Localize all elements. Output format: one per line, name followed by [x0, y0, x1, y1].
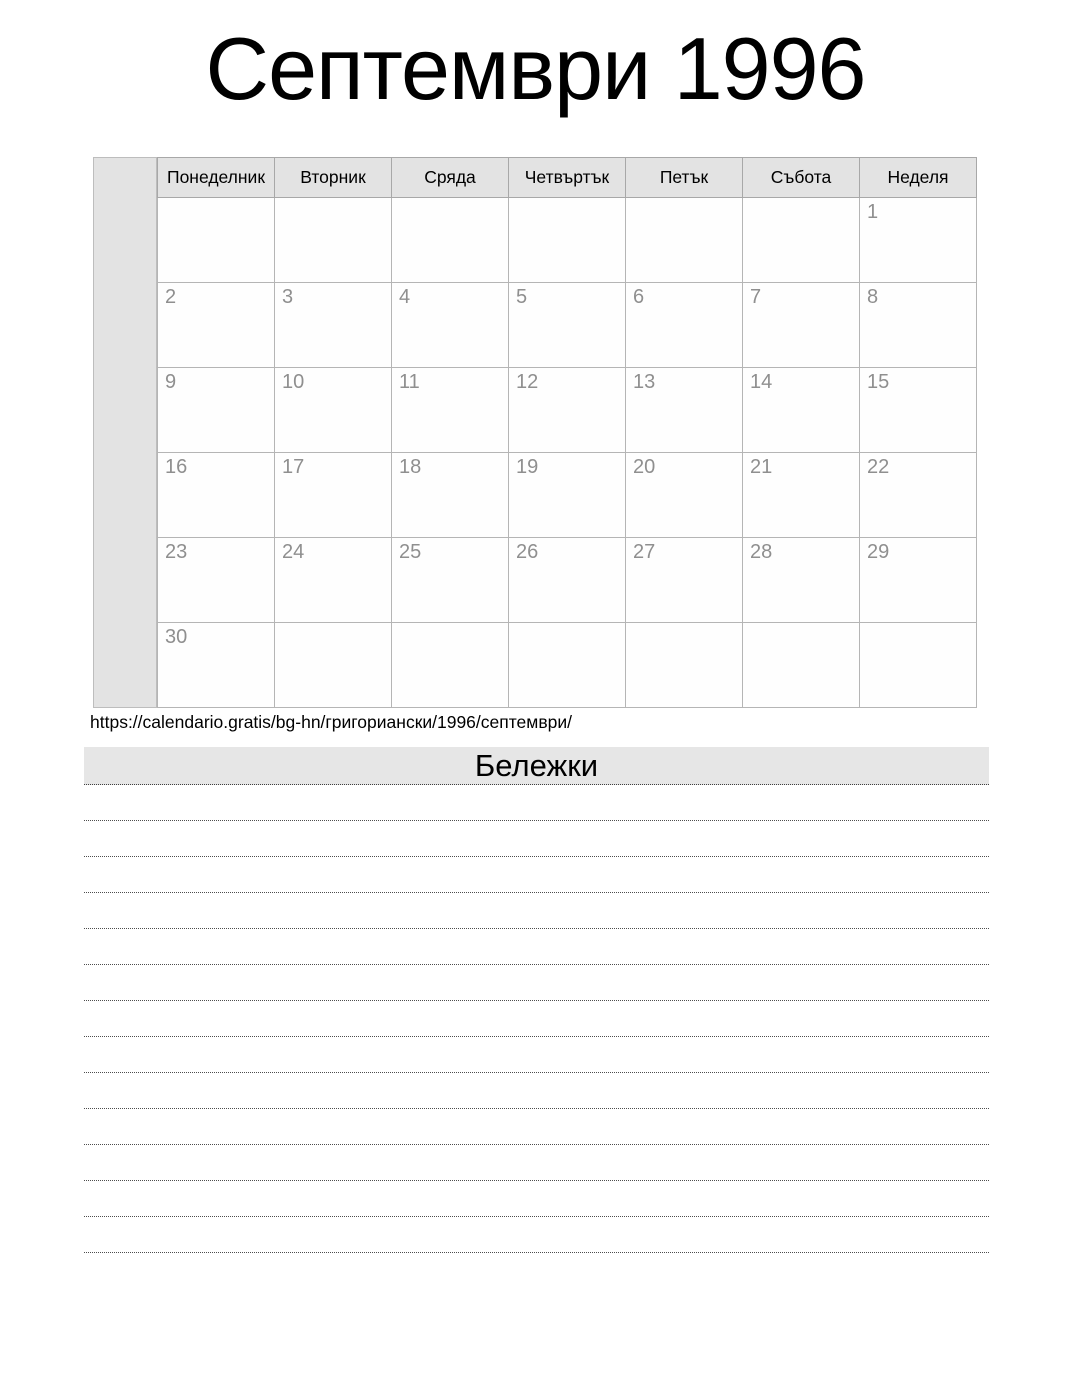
day-number: 15 [867, 371, 890, 393]
day-number: 24 [282, 541, 305, 563]
day-number: 22 [867, 456, 890, 478]
calendar-day-cell [509, 368, 626, 453]
calendar-day-cell [860, 453, 977, 538]
calendar-day-cell [158, 623, 275, 708]
day-number: 30 [165, 626, 188, 648]
calendar-week-row [158, 453, 977, 538]
notes-section-title: Бележки [84, 747, 989, 785]
calendar-day-cell [158, 538, 275, 623]
calendar-week-row [158, 538, 977, 623]
day-number: 16 [165, 456, 188, 478]
day-number: 7 [750, 286, 762, 308]
calendar-day-cell [743, 453, 860, 538]
notes-section [84, 747, 989, 1253]
calendar-day-cell [158, 453, 275, 538]
notes-line [84, 857, 989, 893]
calendar-day-cell [626, 623, 743, 708]
source-url: https://calendario.gratis/bg-hn/григориански/1996/септември/ [90, 712, 572, 732]
day-number: 19 [516, 456, 539, 478]
day-header-row [158, 158, 977, 198]
calendar-day-cell [743, 538, 860, 623]
day-number: 5 [516, 286, 528, 308]
calendar-day-cell [743, 198, 860, 283]
calendar-week-row [158, 623, 977, 708]
day-number: 26 [516, 541, 539, 563]
notes-line [84, 1073, 989, 1109]
calendar-day-cell [509, 623, 626, 708]
calendar-day-cell [626, 198, 743, 283]
notes-line [84, 821, 989, 857]
calendar-day-cell [392, 368, 509, 453]
calendar-day-cell [509, 453, 626, 538]
day-header: Вторник [275, 158, 392, 198]
calendar-day-cell [860, 198, 977, 283]
day-number: 4 [399, 286, 411, 308]
day-number: 20 [633, 456, 656, 478]
calendar-day-cell [275, 368, 392, 453]
calendar-day-cell [275, 623, 392, 708]
day-number: 10 [282, 371, 305, 393]
day-header: Четвъртък [509, 158, 626, 198]
calendar-table [157, 157, 977, 708]
calendar-day-cell [743, 283, 860, 368]
calendar-day-cell [860, 623, 977, 708]
calendar-body [158, 198, 977, 708]
calendar-day-cell [626, 368, 743, 453]
notes-line [84, 893, 989, 929]
notes-line [84, 965, 989, 1001]
calendar-day-cell [158, 368, 275, 453]
day-number: 14 [750, 371, 773, 393]
calendar-day-cell [275, 453, 392, 538]
notes-line [84, 1037, 989, 1073]
day-number: 21 [750, 456, 773, 478]
day-number: 29 [867, 541, 890, 563]
calendar-day-cell [392, 538, 509, 623]
day-number: 23 [165, 541, 188, 563]
calendar-day-cell [743, 623, 860, 708]
calendar-container [93, 157, 977, 708]
day-number: 12 [516, 371, 539, 393]
day-number: 9 [165, 371, 177, 393]
calendar-day-cell [860, 538, 977, 623]
day-header: Неделя [860, 158, 977, 198]
calendar-day-cell [743, 368, 860, 453]
calendar-day-cell [275, 538, 392, 623]
day-header: Понеделник [158, 158, 275, 198]
calendar-week-row [158, 198, 977, 283]
day-number: 11 [399, 371, 420, 393]
notes-lines [84, 785, 989, 1253]
notes-line [84, 1217, 989, 1253]
calendar-day-cell [509, 283, 626, 368]
calendar-day-cell [860, 368, 977, 453]
notes-line [84, 1001, 989, 1037]
day-header: Петък [626, 158, 743, 198]
calendar-day-cell [275, 198, 392, 283]
calendar-day-cell [626, 453, 743, 538]
calendar-day-cell [392, 198, 509, 283]
week-column-spacer [93, 157, 157, 708]
calendar-day-cell [392, 283, 509, 368]
calendar-day-cell [626, 283, 743, 368]
calendar-week-row [158, 283, 977, 368]
calendar-day-cell [275, 283, 392, 368]
notes-line [84, 1145, 989, 1181]
calendar-day-cell [392, 453, 509, 538]
day-number: 8 [867, 286, 879, 308]
day-number: 17 [282, 456, 305, 478]
calendar-day-cell [158, 283, 275, 368]
page-title: Септември 1996 [205, 19, 866, 118]
calendar-day-cell [392, 623, 509, 708]
day-header: Събота [743, 158, 860, 198]
day-number: 28 [750, 541, 773, 563]
calendar-day-cell [626, 538, 743, 623]
day-number: 3 [282, 286, 294, 308]
day-number: 2 [165, 286, 177, 308]
notes-line [84, 1109, 989, 1145]
day-number: 1 [867, 201, 879, 223]
calendar-day-cell [860, 283, 977, 368]
calendar-day-cell [509, 198, 626, 283]
calendar-day-cell [509, 538, 626, 623]
calendar-day-cell [158, 198, 275, 283]
day-number: 6 [633, 286, 645, 308]
day-number: 25 [399, 541, 422, 563]
day-number: 13 [633, 371, 656, 393]
day-number: 18 [399, 456, 422, 478]
calendar-week-row [158, 368, 977, 453]
notes-line [84, 785, 989, 821]
day-header: Сряда [392, 158, 509, 198]
notes-line [84, 929, 989, 965]
notes-line [84, 1181, 989, 1217]
day-number: 27 [633, 541, 656, 563]
